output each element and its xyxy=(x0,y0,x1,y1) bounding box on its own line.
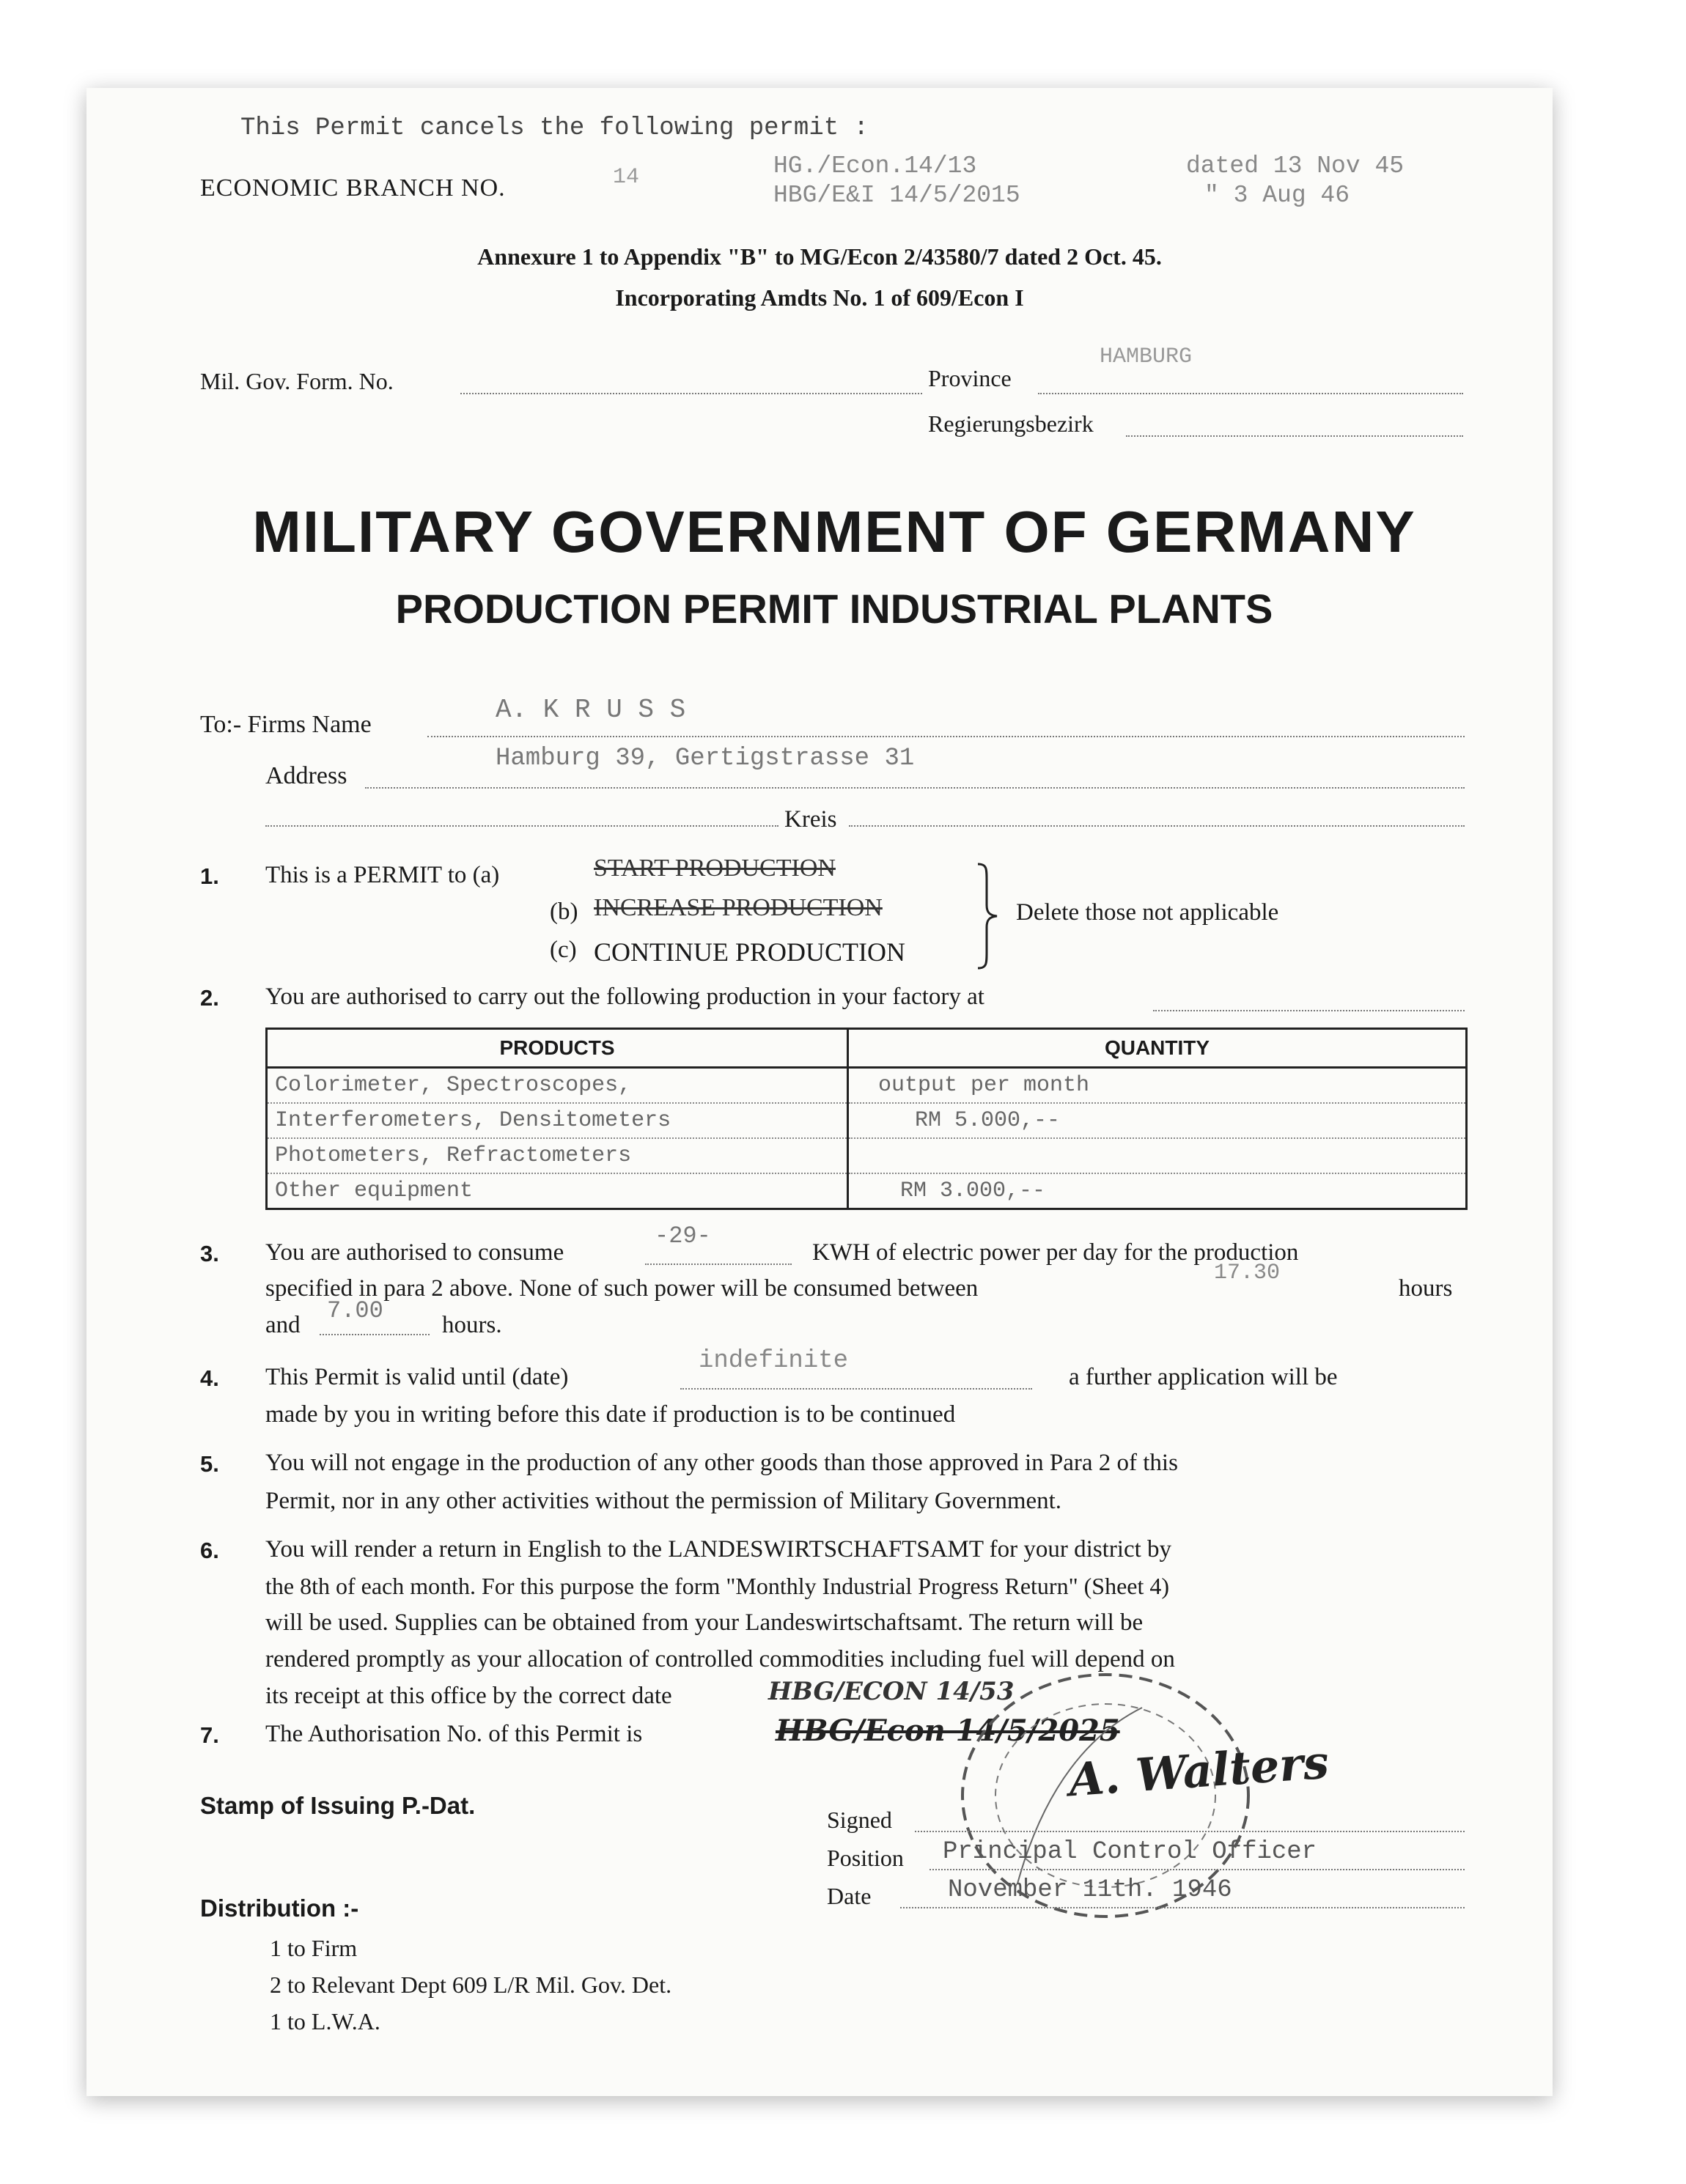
item-3-text-a: You are authorised to consume xyxy=(265,1239,564,1266)
permit-document xyxy=(86,88,1553,2096)
position-value: Principal Control Officer xyxy=(943,1838,1317,1866)
province-value: HAMBURG xyxy=(1100,344,1193,369)
province-label: Province xyxy=(928,365,1012,391)
product-cell: Colorimeter, Spectroscopes, xyxy=(267,1068,848,1104)
firm-address-value: Hamburg 39, Gertigstrasse 31 xyxy=(496,745,915,772)
factory-location-line xyxy=(1153,1010,1465,1011)
document-title: MILITARY GOVERNMENT OF GERMANY xyxy=(252,499,1416,564)
position-label: Position xyxy=(827,1845,904,1871)
stamp-issuing-label: Stamp of Issuing P.-Dat. xyxy=(200,1792,476,1819)
kreis-line-right xyxy=(849,825,1465,827)
signed-label: Signed xyxy=(827,1807,892,1833)
power-from-hours: 17.30 xyxy=(1214,1261,1281,1285)
document-subtitle: PRODUCTION PERMIT INDUSTRIAL PLANTS xyxy=(395,586,1273,632)
distribution-item: 1 to L.W.A. xyxy=(270,2008,380,2034)
to-hours-line xyxy=(320,1334,430,1335)
signed-line xyxy=(915,1831,1465,1832)
amendments-line: Incorporating Amdts No. 1 of 609/Econ I xyxy=(615,284,1024,311)
cancelled-permit-date-1: dated 13 Nov 45 xyxy=(1186,152,1405,180)
product-cell: Photometers, Refractometers xyxy=(267,1138,848,1173)
valid-until-line xyxy=(680,1388,1032,1390)
date-line xyxy=(900,1907,1465,1908)
date-value: November 11th. 1946 xyxy=(948,1876,1232,1904)
power-to-hours: 7.00 xyxy=(327,1297,383,1324)
quantity-cell xyxy=(848,1138,1467,1173)
cancels-line: This Permit cancels the following permit : xyxy=(240,114,869,142)
item-7-text: The Authorisation No. of this Permit is xyxy=(265,1721,643,1747)
mil-gov-form-label: Mil. Gov. Form. No. xyxy=(200,368,394,394)
item-3-number: 3. xyxy=(200,1241,219,1266)
struck-authorisation-no: HBG/Econ 14/5/2025 xyxy=(776,1713,1120,1748)
quantity-cell: RM 5.000,-- xyxy=(848,1103,1467,1138)
address-label: Address xyxy=(265,762,347,789)
distribution-label: Distribution :- xyxy=(200,1895,359,1922)
option-b-increase-production: INCREASE PRODUCTION xyxy=(594,894,883,921)
item-4-text-c: made by you in writing before this date if production is to be continued xyxy=(265,1401,956,1428)
economic-branch-label: ECONOMIC BRANCH NO. xyxy=(200,174,506,202)
item-5-number: 5. xyxy=(200,1451,219,1477)
table-row xyxy=(267,1138,1467,1173)
distribution-item: 2 to Relevant Dept 609 L/R Mil. Gov. Det. xyxy=(270,1971,672,1998)
kreis-label: Kreis xyxy=(784,806,837,833)
distribution-item: 1 to Firm xyxy=(270,1935,358,1961)
item-6-text-d: rendered promptly as your allocation of controlled commodities including fuel will depend on xyxy=(265,1646,1175,1672)
item-6-number: 6. xyxy=(200,1538,219,1563)
kwh-line xyxy=(645,1263,792,1265)
item-6-text-b: the 8th of each month. For this purpose the form "Monthly Industrial Progress Return" (Sheet 4) xyxy=(265,1573,1170,1599)
item-6-text-c: will be used. Supplies can be obtained from your Landeswirtschaftsamt. The return will be xyxy=(265,1609,1144,1636)
item-6-text-a: You will render a return in English to the LANDESWIRTSCHAFTSAMT for your district by xyxy=(265,1536,1172,1563)
handwritten-authorisation-no: HBG/ECON 14/53 xyxy=(768,1677,1015,1706)
province-line xyxy=(1038,393,1463,394)
firm-name-line xyxy=(427,736,1465,737)
brace-icon xyxy=(973,861,1003,971)
firms-name-label: To:- Firms Name xyxy=(200,711,372,738)
item-1-text: This is a PERMIT to (a) xyxy=(265,862,500,888)
option-c-continue-production: CONTINUE PRODUCTION xyxy=(594,937,905,967)
address-line xyxy=(365,787,1465,789)
products-header: PRODUCTS xyxy=(267,1029,848,1068)
item-5-text-b: Permit, nor in any other activities without the permission of Military Government. xyxy=(265,1488,1062,1514)
option-a-start-production: START PRODUCTION xyxy=(594,855,836,882)
item-3-text-c: specified in para 2 above. None of such power will be consumed between xyxy=(265,1275,979,1302)
regierungsbezirk-line xyxy=(1126,435,1463,437)
item-5-text-a: You will not engage in the production of any other goods than those approved in Para 2 of this xyxy=(265,1450,1178,1476)
cancelled-permit-ref-2: HBG/E&I 14/5/2015 xyxy=(773,182,1020,209)
kreis-line-left xyxy=(265,825,778,827)
quantity-header: QUANTITY xyxy=(848,1029,1467,1068)
item-6-text-e: its receipt at this office by the correct date xyxy=(265,1683,672,1709)
item-4-text-b: a further application will be xyxy=(1069,1364,1338,1390)
position-line xyxy=(929,1869,1465,1870)
hours-label-2: hours. xyxy=(442,1312,502,1338)
products-table xyxy=(265,1028,1468,1210)
item-2-text: You are authorised to carry out the following production in your factory at xyxy=(265,984,984,1010)
and-label: and xyxy=(265,1312,301,1338)
delete-not-applicable-note: Delete those not applicable xyxy=(1016,899,1279,926)
valid-until-date: indefinite xyxy=(699,1347,849,1375)
firm-name-value: A. K R U S S xyxy=(496,695,686,725)
quantity-cell: output per month xyxy=(848,1068,1467,1104)
product-cell: Other equipment xyxy=(267,1173,848,1209)
regierungsbezirk-label: Regierungsbezirk xyxy=(928,410,1094,437)
table-row xyxy=(267,1173,1467,1209)
item-7-number: 7. xyxy=(200,1722,219,1748)
table-row xyxy=(267,1068,1467,1104)
table-row xyxy=(267,1103,1467,1138)
cancelled-permit-date-2: " 3 Aug 46 xyxy=(1204,182,1350,209)
product-cell: Interferometers, Densitometers xyxy=(267,1103,848,1138)
signature: A. Walters xyxy=(1067,1735,1331,1807)
item-4-text-a: This Permit is valid until (date) xyxy=(265,1364,569,1390)
item-4-number: 4. xyxy=(200,1365,219,1391)
item-3-text-b: KWH of electric power per day for the production xyxy=(812,1239,1299,1266)
option-c-label: (c) xyxy=(550,937,577,963)
economic-branch-number: 14 xyxy=(613,165,640,190)
option-b-label: (b) xyxy=(550,899,578,925)
item-2-number: 2. xyxy=(200,985,219,1011)
cancelled-permit-ref-1: HG./Econ.14/13 xyxy=(773,152,977,180)
item-1-number: 1. xyxy=(200,863,219,889)
hours-label: hours xyxy=(1399,1275,1453,1302)
date-label: Date xyxy=(827,1883,872,1909)
form-number-line xyxy=(460,393,922,394)
quantity-cell: RM 3.000,-- xyxy=(848,1173,1467,1209)
kwh-value: -29- xyxy=(655,1222,711,1250)
annexure-line: Annexure 1 to Appendix "B" to MG/Econ 2/43580/7 dated 2 Oct. 45. xyxy=(477,243,1162,270)
